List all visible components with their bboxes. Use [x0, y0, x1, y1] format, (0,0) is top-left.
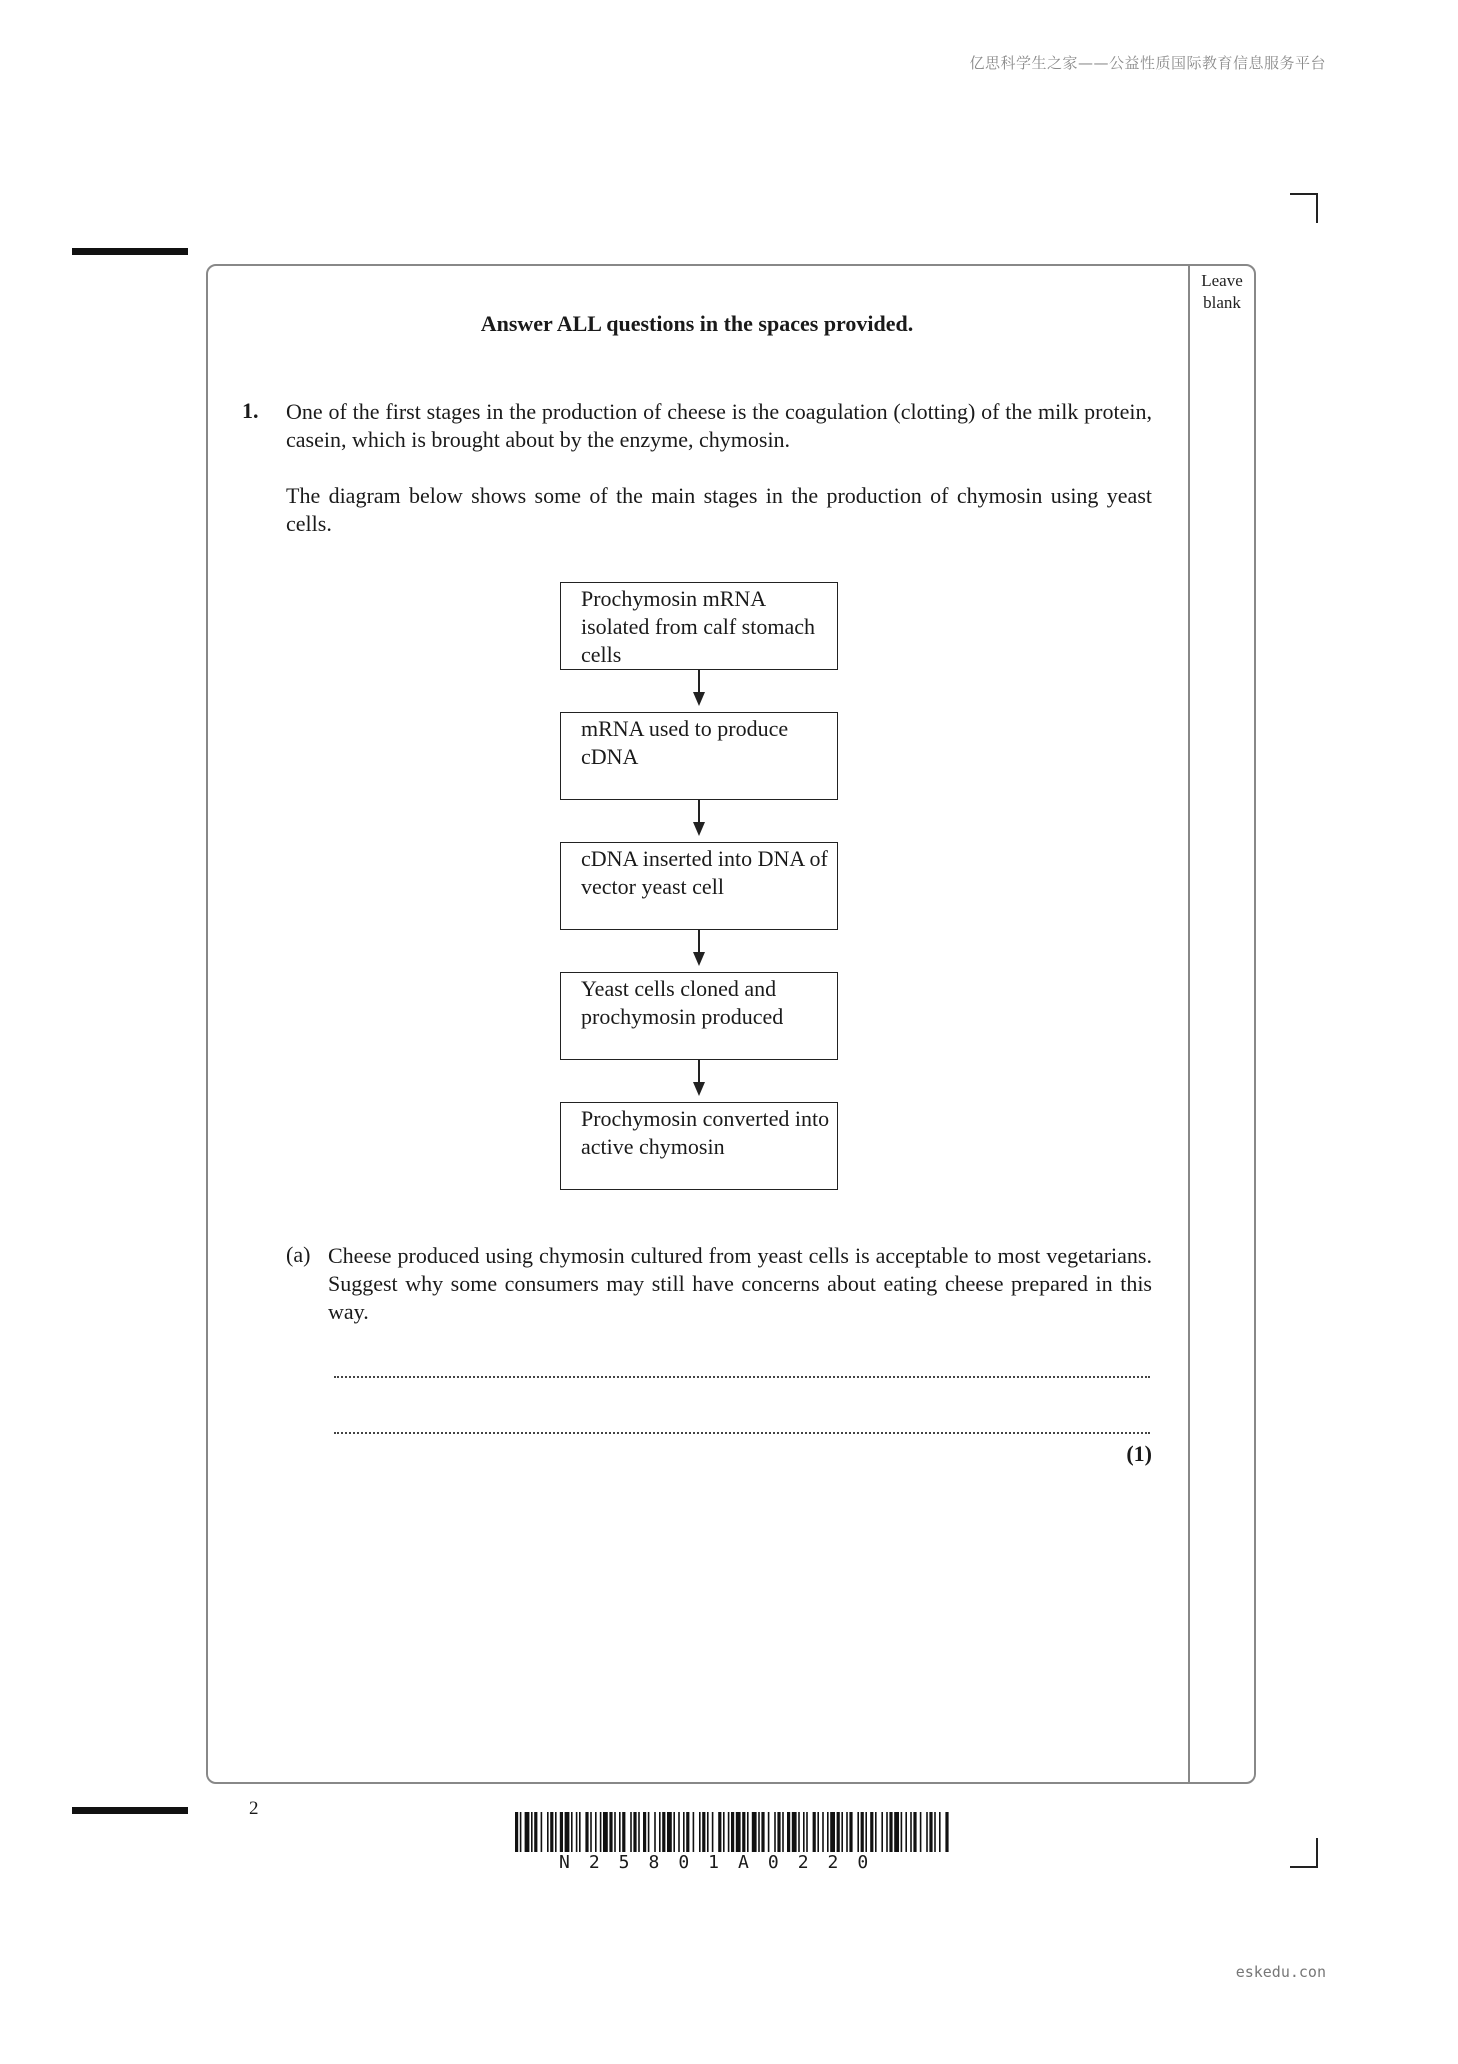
instructions-heading: Answer ALL questions in the spaces provided.	[480, 311, 914, 336]
flow-arrowhead-1	[693, 692, 705, 706]
flow-arrow-1	[698, 670, 700, 692]
marks-indicator: (1)	[1126, 1441, 1152, 1466]
answer-line-2[interactable]	[334, 1432, 1150, 1434]
watermark-text: 亿思科学生之家——公益性质国际教育信息服务平台	[969, 54, 1326, 72]
question-intro: One of the first stages in the production of cheese is the coagulation (clotting) of the milk protein, casein, which is brought about by the enzyme, chymosin.	[286, 399, 1152, 452]
flow-arrowhead-4	[693, 1082, 705, 1096]
question-number: 1.	[242, 398, 259, 423]
registration-bar-top	[72, 248, 188, 255]
registration-bar-bottom	[72, 1807, 188, 1814]
site-footer: eskedu.con	[1235, 1963, 1326, 1981]
barcode-image	[515, 1812, 950, 1852]
part-a-label: (a)	[286, 1242, 311, 1267]
flow-step-5: Prochymosin converted into active chymosin	[560, 1102, 838, 1190]
crop-mark-bottom-h	[1290, 1866, 1318, 1868]
crop-mark-top-v	[1316, 193, 1318, 223]
crop-mark-top-h	[1290, 193, 1318, 195]
flow-step-1: Prochymosin mRNA isolated from calf stomach cells	[560, 582, 838, 670]
answer-line-1[interactable]	[334, 1376, 1150, 1378]
flow-step-4: Yeast cells cloned and prochymosin produced	[560, 972, 838, 1060]
crop-mark-bottom-v	[1316, 1838, 1318, 1868]
flow-step-3: cDNA inserted into DNA of vector yeast cell	[560, 842, 838, 930]
flow-arrowhead-3	[693, 952, 705, 966]
leave-blank-label: Leave blank	[1201, 271, 1243, 312]
flow-arrow-4	[698, 1060, 700, 1082]
flow-arrow-2	[698, 800, 700, 822]
part-a-text: Cheese produced using chymosin cultured from yeast cells is acceptable to most vegetarians. Suggest why some consumers may still have concerns about eating cheese prepared in this way.	[328, 1243, 1152, 1324]
flow-arrowhead-2	[693, 822, 705, 836]
margin-divider	[1188, 266, 1190, 1782]
page-number: 2	[249, 1798, 259, 1819]
flow-arrow-3	[698, 930, 700, 952]
diagram-intro: The diagram below shows some of the main stages in the production of chymosin using yeast cells.	[286, 483, 1152, 536]
flow-step-2: mRNA used to produce cDNA	[560, 712, 838, 800]
barcode-text: N25801A0220	[559, 1852, 888, 1873]
